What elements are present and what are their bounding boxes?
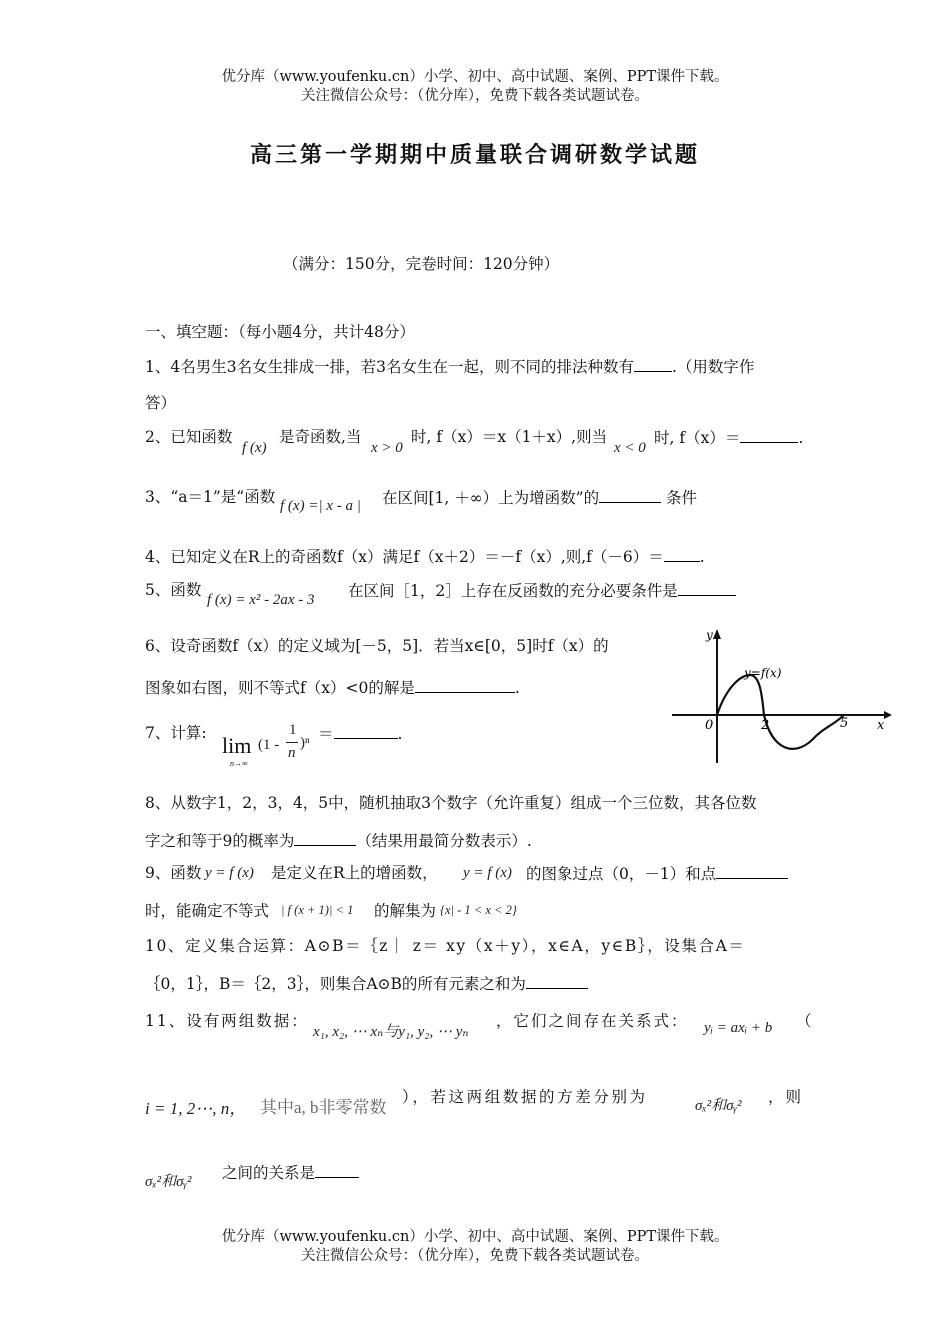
origin-label: 0	[705, 718, 714, 733]
q2-blank	[740, 427, 798, 443]
q2-text-d-label: 时, f（x）＝	[654, 429, 741, 447]
x-axis-label: x	[877, 718, 885, 733]
q7-equals: ＝	[318, 725, 334, 743]
question-9-cont: 时，能确定不等式	[145, 902, 270, 920]
q5-text-b-label: 在区间［1，2］上存在反函数的充分必要条件是	[348, 582, 678, 600]
question-6: 6、设奇函数f（x）的定义域为[－5，5]．若当x∈[0，5]时f（x）的	[145, 637, 609, 655]
tick-5-label: 5	[840, 716, 849, 731]
q3-text-b-label: 在区间[1, ＋∞）上为增函数”的	[382, 489, 600, 507]
section-heading: 一、填空题：（每小题4分，共计48分）	[145, 323, 415, 341]
q7-numerator: 1	[289, 722, 297, 738]
q11-math-5: σₓ²和σᵧ²	[695, 1098, 742, 1114]
q9-blank	[716, 863, 788, 879]
q11-math-3: i = 1, 2⋯, n，	[145, 1099, 247, 1118]
q7-expr-1: (1 -	[258, 737, 280, 753]
q11-blank	[315, 1162, 359, 1178]
q7-answer	[318, 723, 402, 744]
question-8: 8、从数字1，2，3，4，5中，随机抽取3个数字（允许重复）组成一个三位数，其各位数	[145, 794, 757, 812]
q1-blank	[634, 356, 672, 372]
question-10: 10、定义集合运算：A⊙B＝｛z｜ z＝ xy（x＋y），x∈A，y∈B｝，设集合A＝	[145, 937, 746, 955]
q7-fraction-bar	[286, 742, 298, 743]
q3-text-b	[382, 487, 697, 508]
question-6-cont	[145, 677, 520, 698]
q8-text-c: （结果用最简分数表示）.	[356, 832, 532, 850]
q11-text-b: ，它们之间存在关系式：	[496, 1012, 689, 1030]
q4-text: 4、已知定义在R上的奇函数f（x）满足f（x＋2）＝－f（x）,则,f（－6）＝	[145, 548, 664, 566]
q2-text-b: 是奇函数,当	[279, 428, 362, 446]
header-line-2: 关注微信公众号：（优分库），免费下载各类试题试卷。	[301, 88, 649, 104]
q5-math: f (x) = x² - 2ax - 3	[207, 592, 315, 608]
q7-blank	[334, 723, 398, 739]
question-1-cont: 答）	[145, 394, 177, 412]
function-graph	[672, 625, 892, 765]
q3-text-c: 条件	[661, 489, 698, 507]
x-axis-arrow	[884, 711, 892, 719]
tick-2-label: 2	[761, 718, 770, 733]
y-axis-label: y	[706, 628, 713, 642]
q6-text-b: 图象如右图，则不等式f（x）<0的解是	[145, 679, 415, 697]
q11-text-f	[222, 1162, 359, 1183]
q8-blank	[294, 830, 356, 846]
q2-text-d	[654, 427, 803, 448]
question-8-cont	[145, 830, 532, 851]
q9-math-1: y = f (x)	[205, 865, 254, 881]
question-4	[145, 546, 705, 567]
q11-text-c: （	[796, 1012, 812, 1030]
q10-text-b: ｛0，1｝，B＝｛2，3｝，则集合A⊙B的所有元素之和为	[145, 975, 526, 993]
footer-line-1: 优分库（www.youfenku.cn）小学、初中、高中试题、案例、PPT课件下载。	[221, 1229, 729, 1245]
question-11: 11、设有两组数据：	[145, 1012, 309, 1030]
q5-blank	[678, 580, 736, 596]
q2-math-fx: f (x)	[242, 440, 267, 456]
q11-math-6: σₓ²和σᵧ²	[145, 1174, 192, 1190]
question-2: 2、已知函数	[145, 428, 233, 446]
q9-math-2: y = f (x)	[463, 865, 512, 881]
question-7: 7、计算:	[145, 724, 207, 742]
q9-text-e: 的解集为	[374, 902, 437, 920]
q9-text-c-label: 的图象过点（0，－1）和点	[526, 865, 717, 883]
q11-math-1: x₁, x₂, ⋯ xₙ与y₁, y₂, ⋯ yₙ	[313, 1024, 469, 1040]
q4-blank	[664, 546, 700, 562]
q4-text-b: .	[699, 548, 705, 566]
q9-text-c	[526, 863, 788, 884]
q1-text: 1、4名男生3名女生排成一排，若3名女生在一起，则不同的排法种数有	[145, 358, 634, 376]
q11-math-4: 其中a, b非零常数	[260, 1098, 387, 1117]
header-line-1: 优分库（www.youfenku.cn）小学、初中、高中试题、案例、PPT课件下载。	[221, 69, 729, 85]
q2-text-e: .	[798, 429, 804, 447]
q10-blank	[526, 973, 588, 989]
q2-math-xgt0: x > 0	[371, 440, 403, 456]
q6-blank	[415, 677, 515, 693]
q6-text-c: .	[514, 679, 520, 697]
q7-denominator: n	[288, 745, 296, 761]
q11-math-2: yᵢ = axᵢ + b	[704, 1020, 773, 1036]
q8-text-b: 字之和等于9的概率为	[145, 832, 295, 850]
footer-line-2: 关注微信公众号：（优分库），免费下载各类试题试卷。	[301, 1248, 649, 1264]
curve-label: y=f(x)	[744, 666, 782, 680]
q9-math-4: {x| - 1 < x < 2}	[440, 903, 517, 917]
q7-expr-2: )ⁿ	[300, 735, 310, 751]
q1-text-b: .（用数字作	[671, 358, 755, 376]
q9-math-3: | f (x + 1)| < 1	[281, 903, 354, 917]
question-1	[145, 356, 754, 377]
q2-math-xlt0: x < 0	[614, 440, 646, 456]
q9-text-b: 是定义在R上的增函数，	[271, 864, 438, 882]
q3-blank	[599, 487, 661, 503]
q11-text-f-label: 之间的关系是	[222, 1164, 316, 1182]
q7-lim-sub: n→∞	[230, 759, 248, 768]
question-5: 5、函数	[145, 581, 202, 599]
question-9: 9、函数	[145, 864, 202, 882]
y-axis-arrow	[713, 629, 721, 639]
question-3: 3、“a＝1”是“函数	[145, 488, 276, 506]
function-curve	[717, 675, 844, 749]
q7-period: .	[397, 725, 403, 743]
q7-lim: lim	[222, 733, 252, 758]
exam-info: （满分：150分，完卷时间：120分钟）	[283, 255, 560, 273]
q11-text-d: ），若这两组数据的方差分别为	[402, 1088, 648, 1106]
q11-text-e: ，则	[768, 1088, 804, 1106]
q2-text-c: 时, f（x）＝x（1＋x）,则当	[411, 428, 608, 446]
q3-math: f (x) =| x - a |	[280, 498, 361, 514]
question-10-cont	[145, 973, 588, 994]
page-title: 高三第一学期期中质量联合调研数学试题	[249, 142, 700, 168]
q5-text-b	[348, 580, 736, 601]
